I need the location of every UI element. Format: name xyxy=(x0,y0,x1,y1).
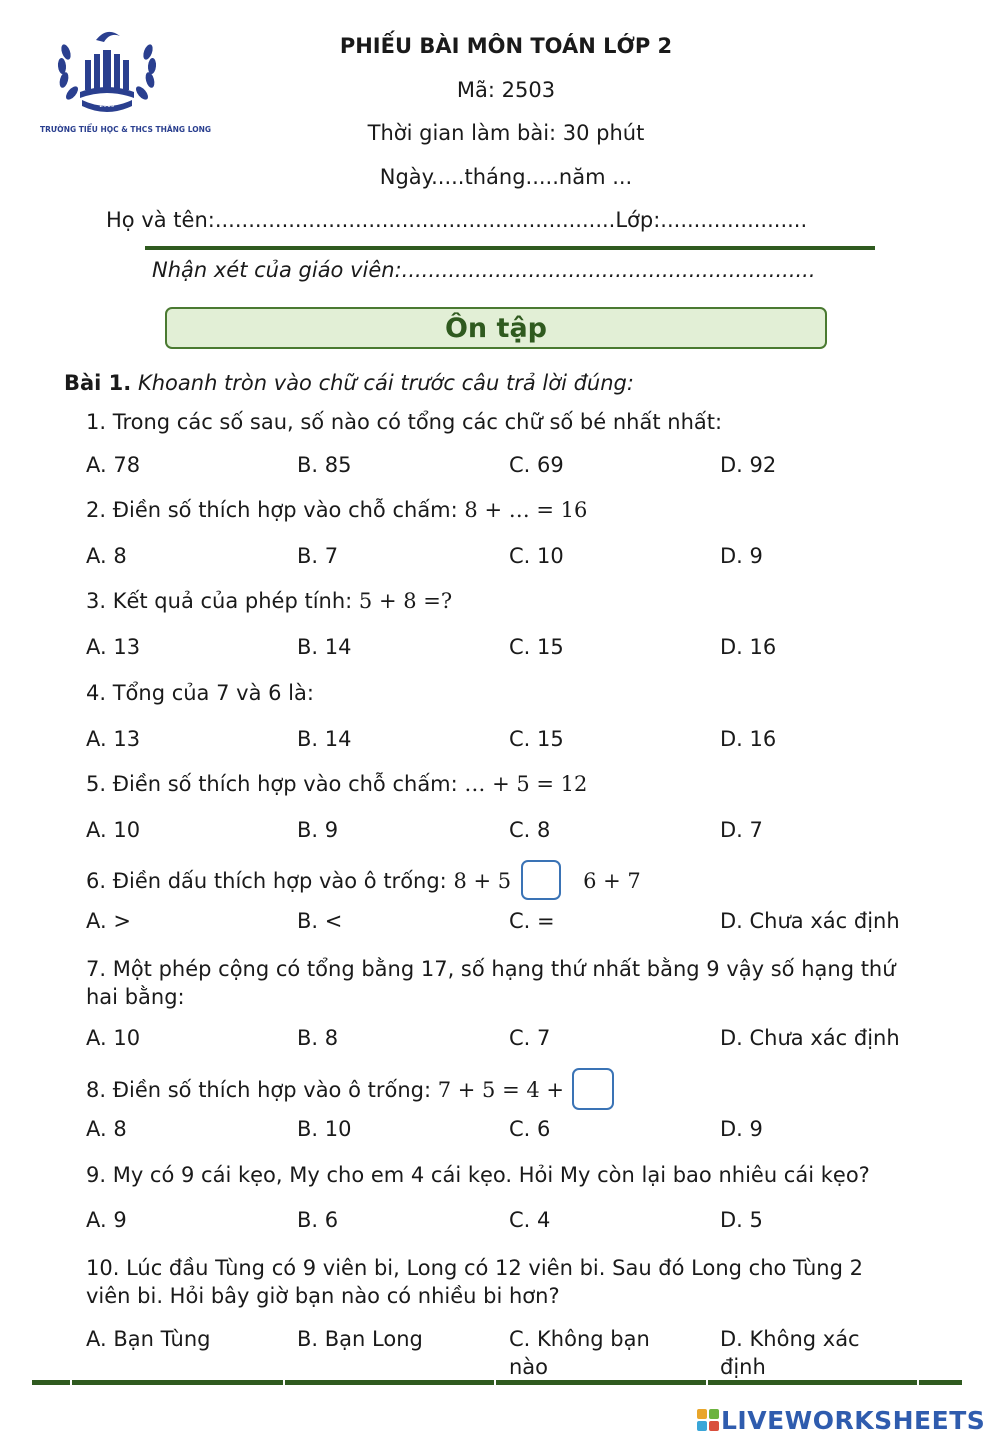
answer-option[interactable]: C. Không bạn nào xyxy=(509,1327,650,1379)
answer-option[interactable]: A. 9 xyxy=(86,1208,127,1232)
answer-option[interactable]: A. Bạn Tùng xyxy=(86,1327,211,1351)
question-text: 2. Điền số thích hợp vào chỗ chấm: xyxy=(86,498,458,522)
exercise-heading xyxy=(64,371,634,395)
answer-option[interactable]: D. 5 xyxy=(720,1208,763,1232)
answer-option[interactable]: B. 10 xyxy=(297,1117,352,1141)
answer-option[interactable]: A. 78 xyxy=(86,453,141,477)
header-divider xyxy=(145,246,875,250)
question-5 xyxy=(86,772,587,796)
answer-option[interactable]: B. 9 xyxy=(297,818,339,842)
answer-option[interactable]: C. 69 xyxy=(509,453,564,477)
footer-divider xyxy=(32,1380,962,1385)
answer-option[interactable]: A. 13 xyxy=(86,635,141,659)
question-math-left: 8 + 5 xyxy=(453,869,512,893)
question-10: 10. Lúc đầu Tùng có 9 viên bi, Long có 12 viên bi. Sau đó Long cho Tùng 2 viên bi. Hỏi bây giờ bạn nào có nhiều bi hơn? xyxy=(86,1256,863,1308)
worksheet-title: PHIẾU BÀI MÔN TOÁN LỚP 2 xyxy=(339,34,673,58)
worksheet-code: Mã: 2503 xyxy=(456,78,556,102)
answer-box[interactable] xyxy=(572,1068,614,1110)
school-logo xyxy=(52,22,162,118)
answer-option[interactable]: D. 92 xyxy=(720,453,777,477)
answer-option[interactable]: C. 8 xyxy=(509,818,551,842)
answer-option[interactable]: A. 8 xyxy=(86,544,127,568)
answer-option[interactable]: B. Bạn Long xyxy=(297,1327,423,1351)
answer-option[interactable]: B. 6 xyxy=(297,1208,339,1232)
teacher-comment: Nhận xét của giáo viên:.............................................................. xyxy=(152,258,816,282)
question-6 xyxy=(86,862,641,902)
answer-option[interactable]: B. 14 xyxy=(297,727,352,751)
answer-option[interactable]: B. 85 xyxy=(297,453,352,477)
answer-option[interactable]: D. Chưa xác định xyxy=(720,1026,900,1050)
answer-option[interactable]: C. 15 xyxy=(509,727,564,751)
question-9: 9. My có 9 cái kẹo, My cho em 4 cái kẹo. Hỏi My còn lại bao nhiêu cái kẹo? xyxy=(86,1163,870,1187)
answer-option[interactable]: B. 14 xyxy=(297,635,352,659)
question-text: 8. Điền số thích hợp vào ô trống: xyxy=(86,1078,432,1102)
name-class-line: Họ và tên:............................................................Lớp:...................... xyxy=(106,208,808,232)
school-name: TRƯỜNG TIỂU HỌC & THCS THĂNG LONG xyxy=(40,125,212,134)
answer-option[interactable]: D. 7 xyxy=(720,818,763,842)
question-text: 3. Kết quả của phép tính: xyxy=(86,589,353,613)
answer-option[interactable]: A. 13 xyxy=(86,727,141,751)
liveworksheets-icon xyxy=(697,1409,719,1431)
answer-option[interactable]: C. 7 xyxy=(509,1026,551,1050)
answer-option[interactable]: A. 10 xyxy=(86,1026,141,1050)
question-3 xyxy=(86,589,452,613)
exercise-instruction: Khoanh tròn vào chữ cái trước câu trả lời đúng: xyxy=(137,371,634,395)
liveworksheets-brand xyxy=(697,1406,985,1435)
question-math-right: 6 + 7 xyxy=(583,869,641,893)
date-line: Ngày.....tháng.....năm ... xyxy=(379,165,633,189)
question-4: 4. Tổng của 7 và 6 là: xyxy=(86,681,314,705)
answer-option[interactable]: D. 9 xyxy=(720,1117,763,1141)
time-limit: Thời gian làm bài: 30 phút xyxy=(367,121,645,145)
exercise-label: Bài 1. xyxy=(64,371,132,395)
answer-option[interactable]: A. > xyxy=(86,909,131,933)
answer-option[interactable]: B. 8 xyxy=(297,1026,339,1050)
answer-option[interactable]: C. 6 xyxy=(509,1117,551,1141)
answer-option[interactable]: D. Không xác định xyxy=(720,1327,860,1379)
question-text: 5. Điền số thích hợp vào chỗ chấm: xyxy=(86,772,458,796)
answer-option[interactable]: C. = xyxy=(509,909,555,933)
answer-box[interactable] xyxy=(521,860,561,900)
section-banner: Ôn tập xyxy=(165,307,827,349)
brand-text: LIVEWORKSHEETS xyxy=(721,1406,986,1435)
answer-option[interactable]: D. 9 xyxy=(720,544,763,568)
answer-option[interactable]: D. Chưa xác định xyxy=(720,909,900,933)
question-7: 7. Một phép cộng có tổng bằng 17, số hạng thứ nhất bằng 9 vậy số hạng thứ hai bằng: xyxy=(86,957,896,1009)
question-math: … + 5 = 12 xyxy=(464,772,588,796)
question-math: 7 + 5 = 4 + xyxy=(437,1078,564,1102)
answer-option[interactable]: A. 10 xyxy=(86,818,141,842)
question-8 xyxy=(86,1070,624,1112)
question-math: 8 + … = 16 xyxy=(464,498,588,522)
answer-option[interactable]: B. < xyxy=(297,909,343,933)
answer-option[interactable]: B. 7 xyxy=(297,544,339,568)
question-2 xyxy=(86,498,587,522)
answer-option[interactable]: C. 4 xyxy=(509,1208,551,1232)
answer-option[interactable]: C. 10 xyxy=(509,544,564,568)
question-text: 6. Điền dấu thích hợp vào ô trống: xyxy=(86,869,447,893)
answer-option[interactable]: C. 15 xyxy=(509,635,564,659)
answer-option[interactable]: D. 16 xyxy=(720,727,777,751)
answer-option[interactable]: A. 8 xyxy=(86,1117,127,1141)
question-1: 1. Trong các số sau, số nào có tổng các chữ số bé nhất nhất: xyxy=(86,410,723,434)
logo-year: 2019 xyxy=(99,102,115,109)
question-math: 5 + 8 =? xyxy=(358,589,453,613)
answer-option[interactable]: D. 16 xyxy=(720,635,777,659)
